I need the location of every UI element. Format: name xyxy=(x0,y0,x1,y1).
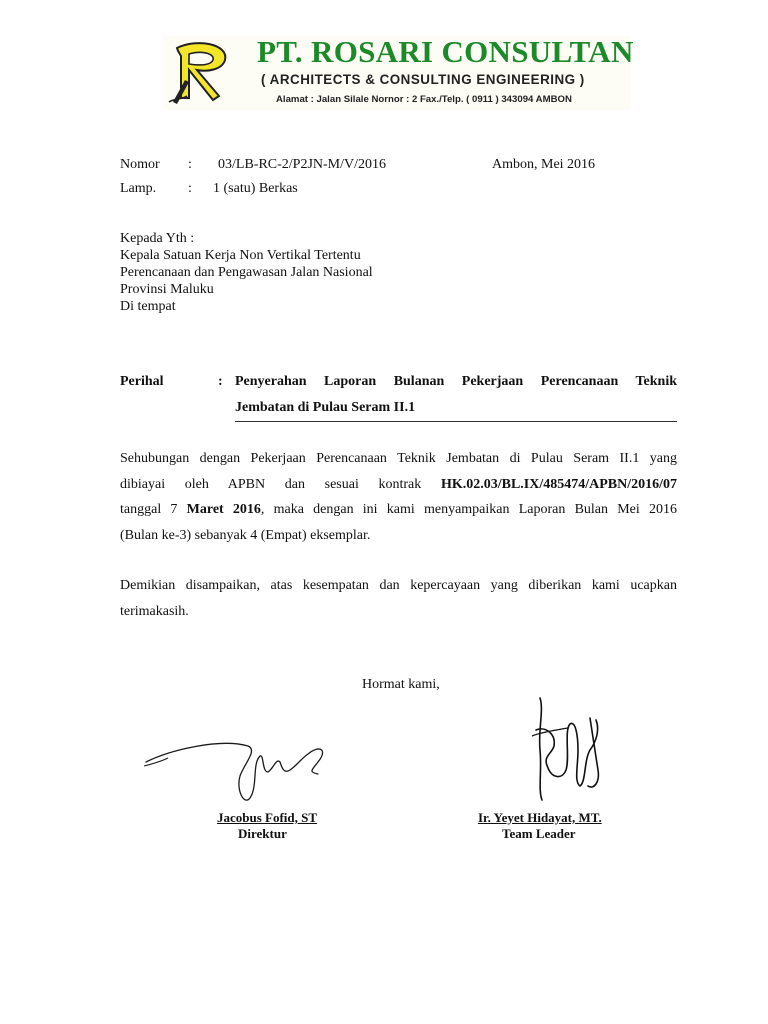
subject-line: Penyerahan Laporan Bulanan Pekerjaan Perencanaan Teknik xyxy=(235,374,677,389)
recipient-greeting: Kepada Yth : xyxy=(120,231,195,246)
subject-underline xyxy=(235,421,677,422)
subject-line: Jembatan di Pulau Seram II.1 xyxy=(235,400,416,415)
signer-right-name: Ir. Yeyet Hidayat, MT. xyxy=(478,810,602,825)
company-logo-icon xyxy=(167,40,245,106)
contract-number: HK.02.03/BL.IX/485474/APBN/2016/07 xyxy=(440,476,678,492)
paragraph-line: Sehubungan dengan Pekerjaan Perencanaan Teknik Jembatan di Pulau Seram II.1 yang xyxy=(120,451,677,466)
lamp-value: 1 (satu) Berkas xyxy=(213,181,298,196)
nomor-value: 03/LB-RC-2/P2JN-M/V/2016 xyxy=(218,157,387,172)
closing-paragraph xyxy=(120,573,677,624)
signer-left-title: Direktur xyxy=(238,826,287,841)
recipient-line: Di tempat xyxy=(120,299,176,314)
paragraph-line: (Bulan ke-3) sebanyak 4 (Empat) eksemplar. xyxy=(120,527,371,543)
signer-right-title: Team Leader xyxy=(502,826,576,841)
letterhead xyxy=(163,34,634,110)
subject-colon: : xyxy=(218,374,223,389)
paragraph-text: , maka dengan ini kami menyampaikan Laporan Bulan Mei 2016 xyxy=(260,502,677,517)
subject-label: Perihal xyxy=(120,374,164,389)
nomor-colon: : xyxy=(188,157,192,172)
signature-left-icon xyxy=(140,728,340,814)
recipient-line: Kepala Satuan Kerja Non Vertikal Tertentu xyxy=(120,248,361,263)
signer-left-name: Jacobus Fofid, ST xyxy=(217,810,318,825)
paragraph-text: dibiayai oleh APBN dan sesuai kontrak xyxy=(120,476,422,492)
signature-right-icon xyxy=(526,690,606,810)
paragraph-line: terimakasih. xyxy=(120,603,189,619)
recipient-line: Perencanaan dan Pengawasan Jalan Nasional xyxy=(120,265,373,280)
contract-date: Maret 2016 xyxy=(186,502,261,517)
company-subtitle: ( ARCHITECTS & CONSULTING ENGINEERING ) xyxy=(261,72,585,87)
paragraph-text: tanggal 7 xyxy=(120,502,178,517)
paragraph-line: Demikian disampaikan, atas kesempatan dan kepercayaan yang diberikan kami ucapkan xyxy=(120,578,677,593)
company-address: Alamat : Jalan Silale Nornor : 2 Fax./Telp. ( 0911 ) 343094 AMBON xyxy=(276,94,572,105)
lamp-label: Lamp. xyxy=(120,181,157,196)
place-date: Ambon, Mei 2016 xyxy=(492,157,596,172)
paragraph-line xyxy=(120,497,677,523)
paragraph-line xyxy=(120,472,677,498)
nomor-label: Nomor xyxy=(120,157,160,172)
closing-salutation: Hormat kami, xyxy=(362,677,440,692)
company-name: PT. ROSARI CONSULTAN xyxy=(257,34,634,69)
lamp-colon: : xyxy=(188,181,192,196)
body-paragraph xyxy=(120,446,677,548)
recipient-line: Provinsi Maluku xyxy=(120,282,214,297)
